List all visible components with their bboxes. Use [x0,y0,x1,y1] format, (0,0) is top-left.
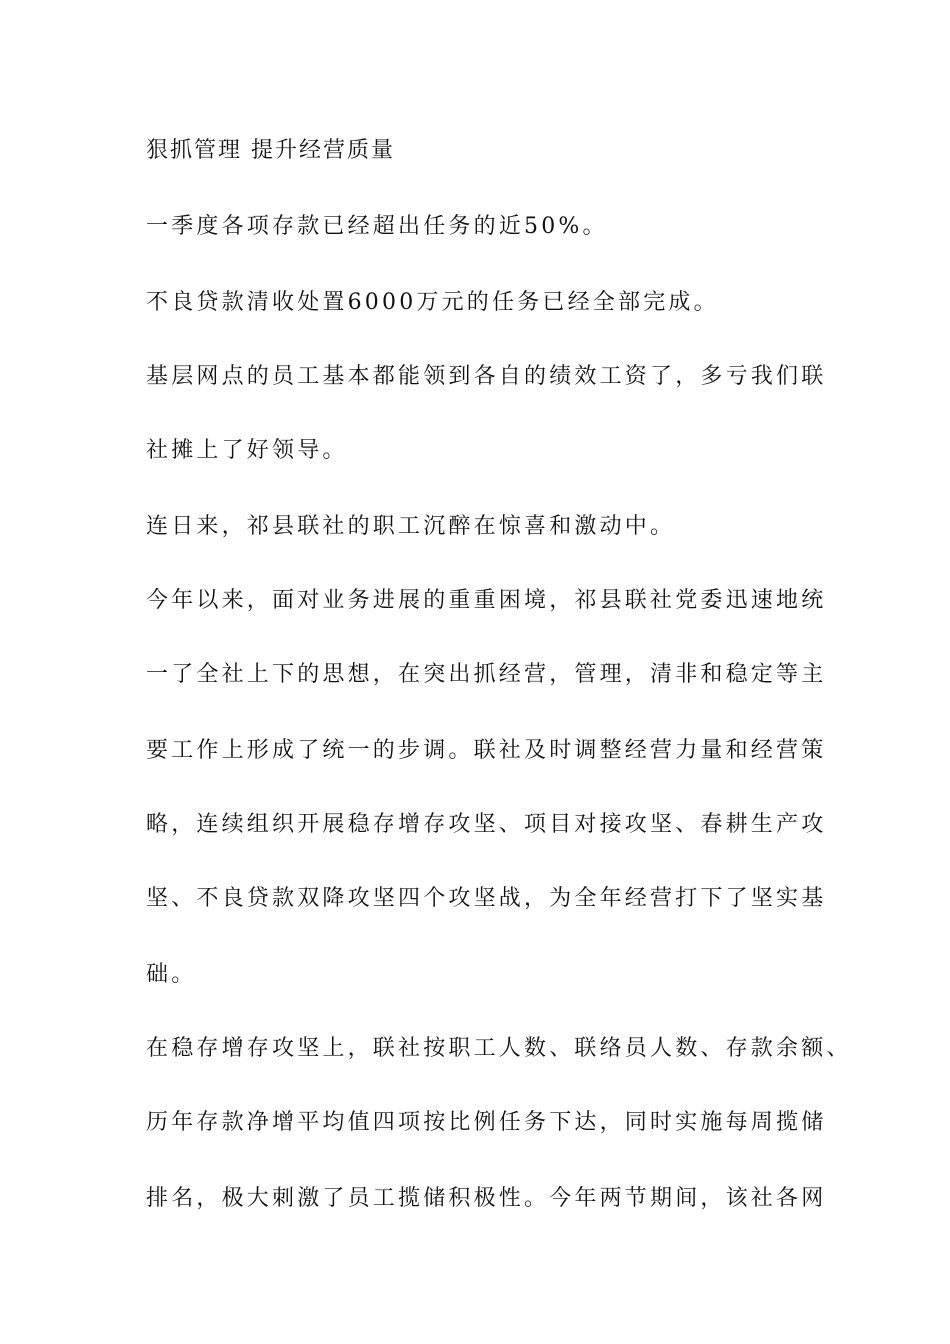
text-line: 不良贷款清收处置6000万元的任务已经全部完成。 [146,290,719,315]
text-line: 要工作上形成了统一的步调。联社及时调整经营力量和经营策 [146,738,827,763]
text-line: 在稳存增存攻坚上，联社按职工人数、联络员人数、存款余额、 [146,1036,852,1061]
text-line: 基层网点的员工基本都能领到各自的绩效工资了，多亏我们联 [146,364,827,389]
text-line: 一了全社上下的思想，在突出抓经营，管理，清非和稳定等主 [146,662,827,687]
text-line: 础。 [146,962,197,987]
text-line: 历年存款净增平均值四项按比例任务下达，同时实施每周揽储 [146,1110,827,1135]
text-line: 一季度各项存款已经超出任务的近50%。 [146,214,608,239]
text-line: 排名，极大刺激了员工揽储积极性。今年两节期间，该社各网 [146,1186,827,1211]
text-line: 略，连续组织开展稳存增存攻坚、项目对接攻坚、春耕生产攻 [146,812,827,837]
text-line: 社摊上了好领导。 [146,438,348,463]
text-line: 连日来，祁县联社的职工沉醉在惊喜和激动中。 [146,514,676,539]
text-line: 坚、不良贷款双降攻坚四个攻坚战，为全年经营打下了坚实基 [146,886,827,911]
text-line: 今年以来，面对业务进展的重重困境，祁县联社党委迅速地统 [146,588,827,613]
document-title: 狠抓管理 提升经营质量 [146,138,395,163]
